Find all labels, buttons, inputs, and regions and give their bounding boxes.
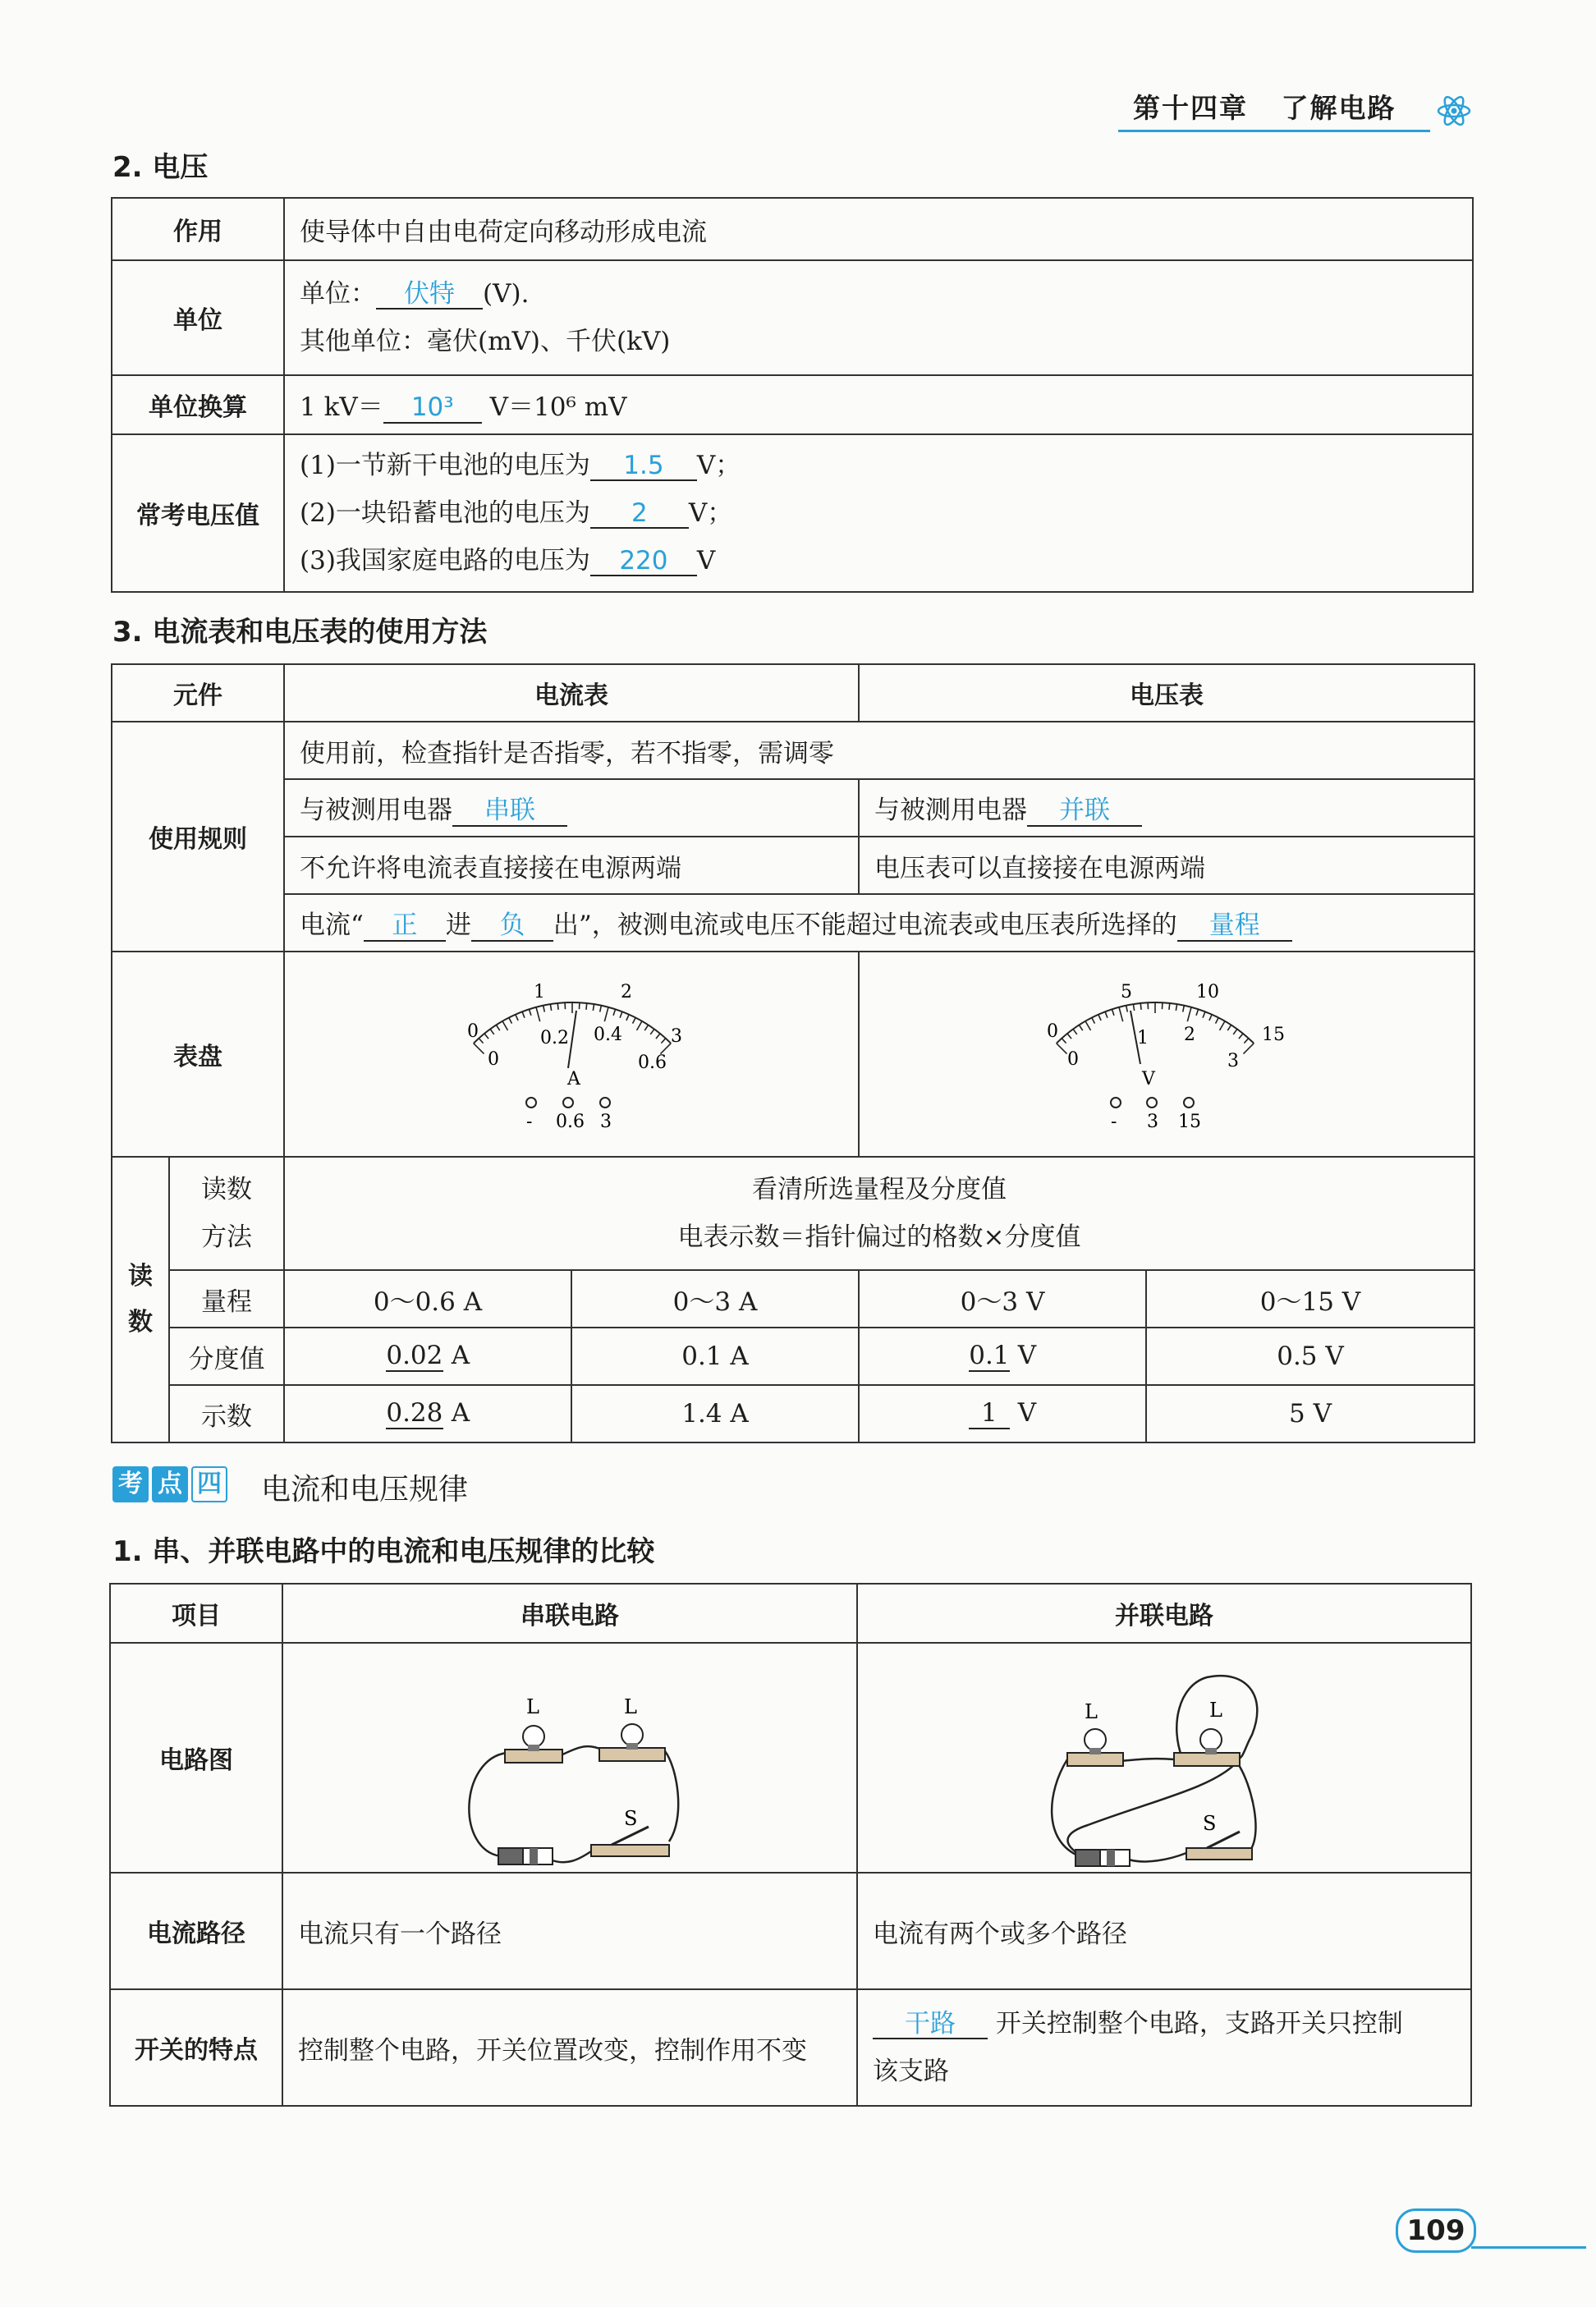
division-1: 0.1 A (571, 1328, 859, 1385)
scale-tick (1227, 1025, 1231, 1030)
value-1: 1.4 A (571, 1385, 859, 1442)
scale-tick (522, 1011, 525, 1017)
answer-positive-in: 正 (364, 911, 446, 941)
voltmeter-terminal-15 (1184, 1098, 1194, 1108)
voltmeter-terminal-neg (1111, 1098, 1121, 1108)
answer-dry-cell: 1.5 (590, 452, 697, 481)
rule-current-direction: 电流“ 正 进 负 出”，被测电流或电压不能超过电流表或电压表所选择的 量程 (284, 894, 1474, 952)
section-meters-heading: 3. 电流表和电压表的使用方法 (112, 616, 488, 649)
chapter-header (1133, 87, 1396, 126)
division-0: 0.02 A (284, 1328, 571, 1385)
range-1: 0～3 A (571, 1270, 859, 1328)
parallel-bulb-2 (1174, 1729, 1240, 1766)
answer-range: 量程 (1177, 911, 1292, 941)
col-header-voltmeter: 电压表 (859, 664, 1474, 722)
scale-tick (1067, 1034, 1071, 1039)
ammeter-terminal-label-0.6: 0.6 (556, 1112, 585, 1132)
scale-tick (626, 1015, 629, 1020)
row-label-role: 作用 (112, 198, 284, 260)
topic-title: 电流和电压规律 (261, 1473, 469, 1507)
col-header-series: 串联电路 (282, 1584, 857, 1643)
answer-household: 220 (590, 547, 697, 576)
ammeter-terminal-0.6 (563, 1098, 573, 1108)
unit-cell: 单位： 伏特 (V). 其他单位：毫伏(mV)、千伏(kV) (284, 260, 1473, 375)
scale-tick (1092, 1018, 1095, 1024)
scale-tick (613, 1009, 615, 1016)
scale-tick (600, 1006, 602, 1012)
footer-rule (1471, 2246, 1586, 2249)
scale-tick (496, 1025, 499, 1030)
row-label-common-voltage: 常考电压值 (112, 434, 284, 592)
scale-tick (516, 1015, 518, 1020)
row-label-conversion: 单位换算 (112, 375, 284, 434)
rule-ammeter-direct: 不允许将电流表直接接在电源两端 (284, 837, 859, 894)
badge-char-3: 四 (191, 1466, 227, 1502)
scale-tick (474, 1043, 484, 1054)
parallel-bulb-1 (1067, 1729, 1123, 1766)
parallel-switch (1186, 1832, 1252, 1860)
label-value: 示数 (169, 1385, 284, 1442)
row-label-diagram: 电路图 (110, 1643, 282, 1873)
range-2: 0～3 V (859, 1270, 1146, 1328)
scale-tick (1216, 1018, 1219, 1024)
scale-tick (490, 1029, 494, 1034)
ammeter-dial-cell (284, 952, 859, 1157)
circuit-comparison-table (109, 1583, 1472, 2107)
range-3: 0～15 V (1146, 1270, 1474, 1328)
scale-tick (637, 1021, 643, 1030)
series-switch (591, 1827, 669, 1856)
switch-series: 控制整个电路，开关位置改变，控制作用不变 (282, 1989, 857, 2106)
division-3: 0.5 V (1146, 1328, 1474, 1385)
voltmeter-scale-ticks (1057, 1002, 1254, 1054)
scale-tick (1209, 1015, 1212, 1020)
voltmeter-terminal-3 (1147, 1098, 1157, 1108)
series-bulb-1 (505, 1726, 562, 1763)
ammeter-scale-ticks (474, 1002, 671, 1054)
scale-tick (1243, 1043, 1254, 1054)
answer-value-0: 0.28 (386, 1398, 443, 1429)
ammeter-label-1: 1 (534, 982, 545, 1002)
badge-char-2: 点 (152, 1466, 188, 1502)
value-0: 0.28 A (284, 1385, 571, 1442)
scale-tick (1098, 1015, 1101, 1020)
col-header-item: 项目 (110, 1584, 282, 1643)
scale-tick (1196, 1009, 1198, 1016)
scale-tick (586, 1003, 587, 1010)
col-header-parallel: 并联电路 (857, 1584, 1471, 1643)
comparison-heading: 1. 串、并联电路中的电流和电压规律的比较 (112, 1535, 655, 1568)
scale-tick (1244, 1039, 1248, 1043)
conversion-cell: 1 kV＝ 10³ V＝10⁶ mV (284, 375, 1473, 434)
rule-zero: 使用前，检查指针是否指零，若不指零，需调零 (284, 722, 1474, 779)
ammeter-needle (568, 1011, 576, 1068)
scale-tick (479, 1039, 483, 1043)
answer-lead-battery: 2 (590, 499, 689, 529)
scale-tick (1233, 1029, 1237, 1034)
role-text: 使导体中自由电荷定向移动形成电流 (284, 198, 1473, 260)
scale-tick (1085, 1021, 1091, 1030)
ammeter-terminal-label-3: 3 (600, 1112, 612, 1132)
parallel-wires (1052, 1676, 1257, 1861)
division-2: 0.1 V (859, 1328, 1146, 1385)
answer-division-0: 0.02 (386, 1341, 443, 1371)
ammeter-terminal-neg (526, 1098, 536, 1108)
row-label-rules: 使用规则 (112, 722, 284, 952)
ammeter-label-0-inner: 0 (488, 1049, 499, 1070)
method-text: 看清所选量程及分度值 电表示数＝指针偏过的格数×分度值 (284, 1157, 1474, 1270)
rule-voltmeter-direct: 电压表可以直接接在电源两端 (859, 837, 1474, 894)
rule-voltmeter-connection: 与被测用电器 并联 (859, 779, 1474, 837)
scale-tick (1220, 1021, 1226, 1030)
series-diagram-cell (282, 1643, 857, 1873)
ammeter-label-0.4: 0.4 (594, 1025, 622, 1045)
scale-tick (1140, 1003, 1141, 1010)
series-circuit-diagram (283, 1644, 855, 1871)
scale-tick (650, 1029, 654, 1034)
scale-tick (1112, 1009, 1113, 1016)
ammeter-unit: A (567, 1069, 580, 1089)
row-label-current-path: 电流路径 (110, 1873, 282, 1989)
voltmeter-label-10: 10 (1196, 982, 1219, 1002)
series-label-L2: L (624, 1695, 637, 1718)
value-3: 5 V (1146, 1385, 1474, 1442)
answer-division-2: 0.1 (969, 1341, 1010, 1371)
chapter-number: 第十四章 (1133, 92, 1248, 124)
answer-parallel: 并联 (1027, 796, 1142, 826)
col-header-ammeter: 电流表 (284, 664, 859, 722)
row-label-switch: 开关的特点 (110, 1989, 282, 2106)
voltmeter-terminal-label-neg: - (1111, 1112, 1117, 1132)
ammeter-label-0-outer: 0 (467, 1021, 479, 1042)
scale-tick (1169, 1003, 1170, 1010)
scale-tick (1239, 1034, 1243, 1039)
meters-table (111, 663, 1475, 1443)
voltmeter-label-15: 15 (1262, 1025, 1285, 1045)
label-range: 量程 (169, 1270, 284, 1328)
voltmeter-label-0-outer: 0 (1047, 1021, 1058, 1042)
scale-tick (529, 1009, 530, 1016)
header-rule (1118, 130, 1430, 132)
scale-tick (661, 1039, 665, 1043)
voltage-table (111, 197, 1474, 593)
page-number: 109 (1396, 2208, 1476, 2253)
scale-tick (593, 1004, 594, 1011)
row-label-reading: 读 数 (112, 1157, 169, 1442)
ammeter-label-0.2: 0.2 (540, 1028, 569, 1048)
label-division: 分度值 (169, 1328, 284, 1385)
answer-series: 串联 (452, 796, 567, 826)
range-0: 0～0.6 A (284, 1270, 571, 1328)
series-label-L1: L (526, 1695, 539, 1718)
scale-tick (1057, 1043, 1067, 1054)
scale-tick (536, 1007, 540, 1021)
row-label-unit: 单位 (112, 260, 284, 375)
parallel-diagram-cell (857, 1643, 1471, 1873)
atom-icon (1435, 92, 1473, 130)
answer-main-circuit: 干路 (873, 2010, 988, 2039)
row-label-dial: 表盘 (112, 952, 284, 1157)
scale-tick (1073, 1029, 1077, 1034)
scale-tick (656, 1034, 660, 1039)
value-2: 1 V (859, 1385, 1146, 1442)
voltmeter-unit: V (1142, 1069, 1155, 1089)
ammeter-terminal-3 (600, 1098, 610, 1108)
voltmeter-label-5: 5 (1121, 982, 1132, 1002)
scale-tick (543, 1006, 545, 1012)
label-method: 读数 方法 (169, 1157, 284, 1270)
scale-tick (620, 1011, 622, 1017)
series-label-S: S (624, 1807, 638, 1830)
scale-tick (1105, 1011, 1108, 1017)
scale-tick (1133, 1004, 1134, 1011)
scale-tick (633, 1018, 636, 1024)
scale-tick (604, 1007, 608, 1021)
ammeter-label-2: 2 (621, 982, 632, 1002)
badge-char-1: 考 (112, 1466, 149, 1502)
parallel-label-L2: L (1209, 1699, 1222, 1722)
chapter-title: 了解电路 (1281, 92, 1396, 124)
voltmeter-label-2: 2 (1184, 1025, 1195, 1045)
topic-badge (112, 1466, 227, 1502)
parallel-circuit-diagram (858, 1644, 1465, 1871)
rule-ammeter-connection: 与被测用电器 串联 (284, 779, 859, 837)
scale-tick (1062, 1039, 1066, 1043)
ammeter-terminal-label-neg: - (526, 1112, 533, 1132)
answer-negative-out: 负 (471, 911, 553, 941)
switch-parallel: 干路 开关控制整个电路，支路开关只控制 该支路 (857, 1989, 1471, 2106)
voltmeter-label-0-inner: 0 (1067, 1049, 1079, 1070)
path-series: 电流只有一个路径 (282, 1873, 857, 1989)
scale-tick (502, 1021, 508, 1030)
series-battery (498, 1848, 553, 1864)
scale-tick (1203, 1011, 1205, 1017)
scale-tick (1126, 1006, 1128, 1012)
voltmeter-dial (860, 953, 1475, 1155)
parallel-label-S: S (1203, 1812, 1217, 1835)
scale-tick (484, 1034, 488, 1039)
path-parallel: 电流有两个或多个路径 (857, 1873, 1471, 1989)
ammeter-dial (285, 953, 860, 1155)
answer-unit: 伏特 (376, 280, 483, 310)
common-voltage-cell: (1)一节新干电池的电压为 1.5 V； (2)一块铅蓄电池的电压为 2 V； (3)我国家庭电路的电压为 220 V (284, 434, 1473, 592)
scale-tick (1187, 1007, 1191, 1021)
col-header-item: 元件 (112, 664, 284, 722)
voltmeter-terminal-label-3: 3 (1147, 1112, 1158, 1132)
ammeter-label-3: 3 (671, 1026, 682, 1047)
ammeter-label-0.6: 0.6 (638, 1053, 667, 1073)
scale-tick (550, 1004, 551, 1011)
answer-value-2: 1 (969, 1399, 1010, 1429)
voltmeter-label-3: 3 (1227, 1051, 1239, 1071)
other-units: 其他单位：毫伏(mV)、千伏(kV) (300, 327, 671, 356)
scale-tick (509, 1018, 512, 1024)
scale-tick (1119, 1007, 1123, 1021)
voltmeter-label-1: 1 (1137, 1028, 1149, 1048)
series-bulb-2 (599, 1724, 665, 1761)
scale-tick (1183, 1006, 1185, 1012)
parallel-label-L1: L (1085, 1700, 1098, 1723)
scale-tick (644, 1025, 648, 1030)
voltmeter-terminal-label-15: 15 (1178, 1112, 1201, 1132)
scale-tick (557, 1003, 558, 1010)
section-voltage-heading: 2. 电压 (112, 151, 209, 184)
answer-conversion: 10³ (383, 393, 482, 423)
parallel-battery (1075, 1850, 1130, 1866)
voltmeter-dial-cell (859, 952, 1474, 1157)
scale-tick (1079, 1025, 1082, 1030)
